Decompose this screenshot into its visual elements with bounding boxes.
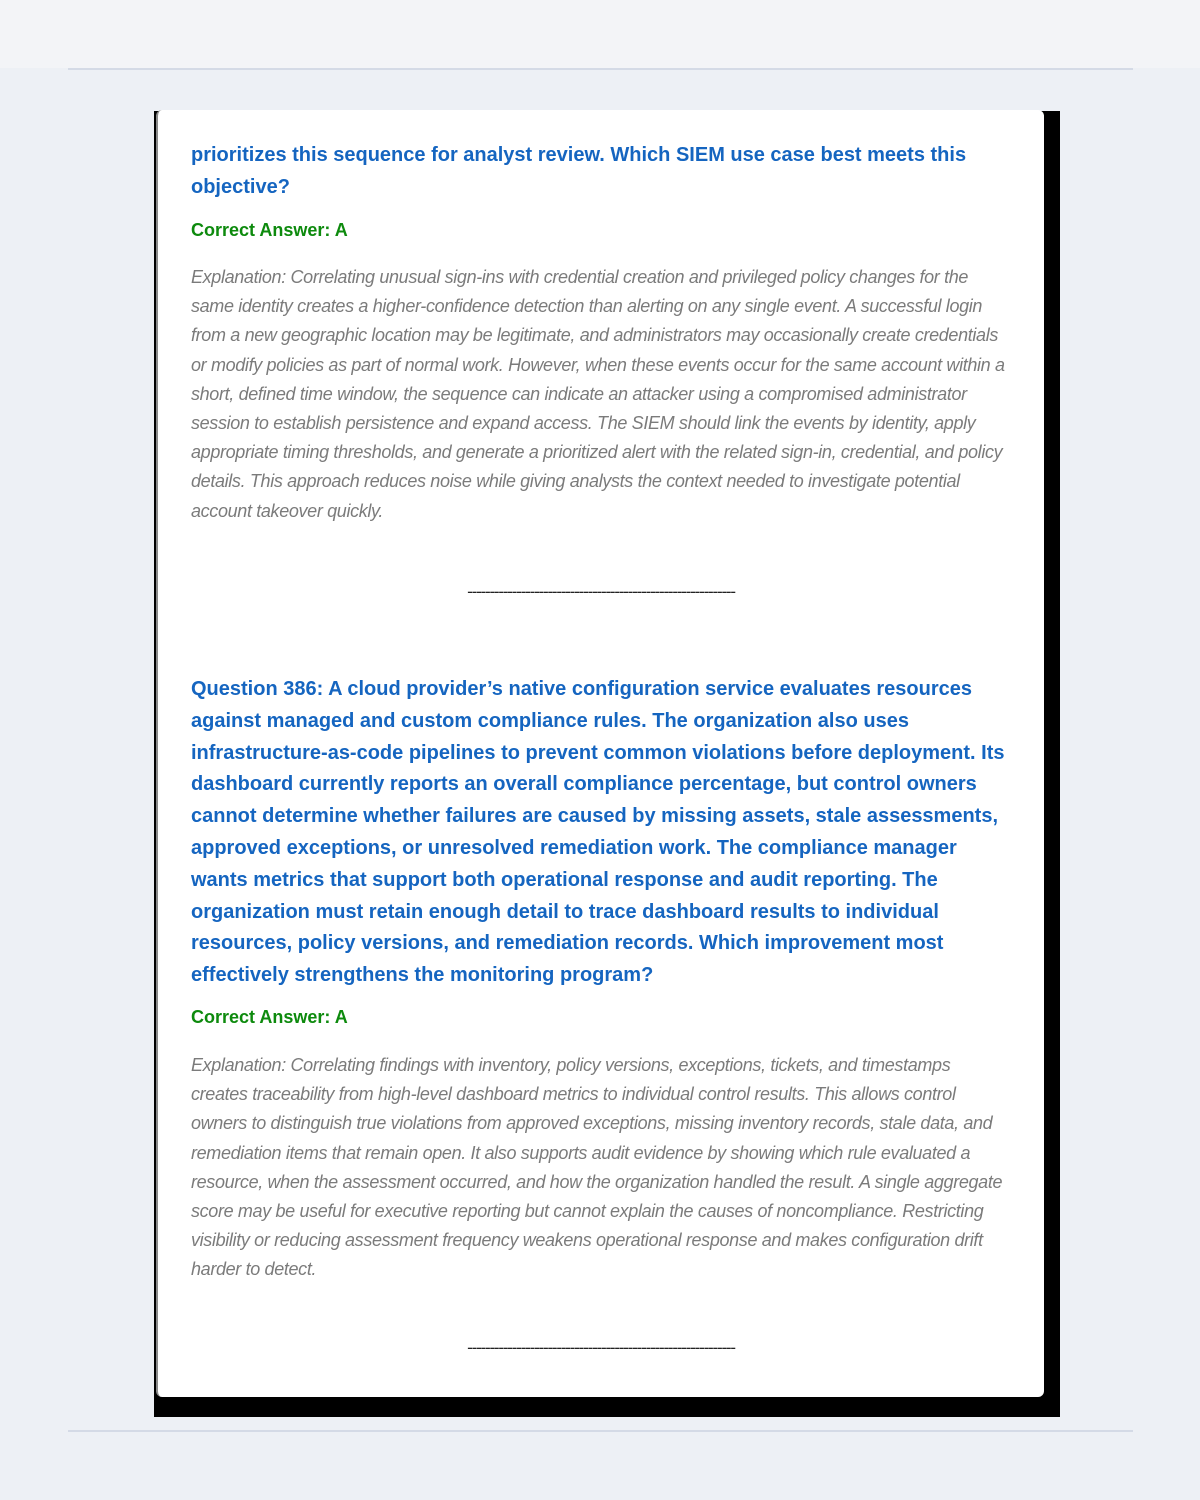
correct-answer-label: Correct Answer: A: [191, 1007, 348, 1027]
top-band: [0, 0, 1200, 68]
correct-answer-label: Correct Answer: A: [191, 220, 348, 240]
question-text: Question 386: A cloud provider’s native configuration service evaluates resources against managed and custom compliance rules. The organization also uses infrastructure-as-code pipelines to prevent common violations before deployment. Its dashboard currently reports an overall compliance percentage, but control owners cannot determine whether failures are caused by missing assets, stale assessments, approved exceptions, or unresolved remediation work. The compliance manager wants metrics that support both operational response and audit reporting. The organization must retain enough detail to trace dashboard results to individual resources, policy versions, and remediation records. Which improvement most effectively strengthens the monitoring program?: [191, 678, 1005, 987]
bottom-divider: [68, 1430, 1133, 1432]
question-separator: ------------------------------------------------------------: [467, 1338, 735, 1357]
question-text-partial: prioritizes this sequence for analyst review. Which SIEM use case best meets this objective?: [191, 144, 967, 198]
explanation-text: Explanation: Correlating findings with inventory, policy versions, exceptions, tickets, and timestamps creates traceability from high-level dashboard metrics to individual control results. This allows control owners to distinguish true violations from approved exceptions, missing inventory records, stale data, and remediation items that remain open. It also supports audit evidence by showing which rule evaluated a resource, when the assessment occurred, and how the organization handled the result. A single aggregate score may be useful for executive reporting but cannot explain the causes of noncompliance. Restricting visibility or reducing assessment frequency weakens operational response and makes configuration drift harder to detect.: [191, 1055, 1003, 1280]
question-separator: ------------------------------------------------------------: [467, 582, 735, 601]
top-divider: [68, 68, 1133, 70]
explanation-text: Explanation: Correlating unusual sign-ins with credential creation and privileged policy changes for the same identity creates a higher-confidence detection than alerting on any single event. A successful login from a new geographic location may be legitimate, and administrators may occasionally create credentials or modify policies as part of normal work. However, when these events occur for the same account within a short, defined time window, the sequence can indicate an attacker using a compromised administrator session to establish persistence and expand access. The SIEM should link the events by identity, apply appropriate timing thresholds, and generate a prioritized alert with the related sign-in, credential, and policy details. This approach reduces noise while giving analysts the context needed to investigate potential account takeover quickly.: [191, 267, 1005, 521]
